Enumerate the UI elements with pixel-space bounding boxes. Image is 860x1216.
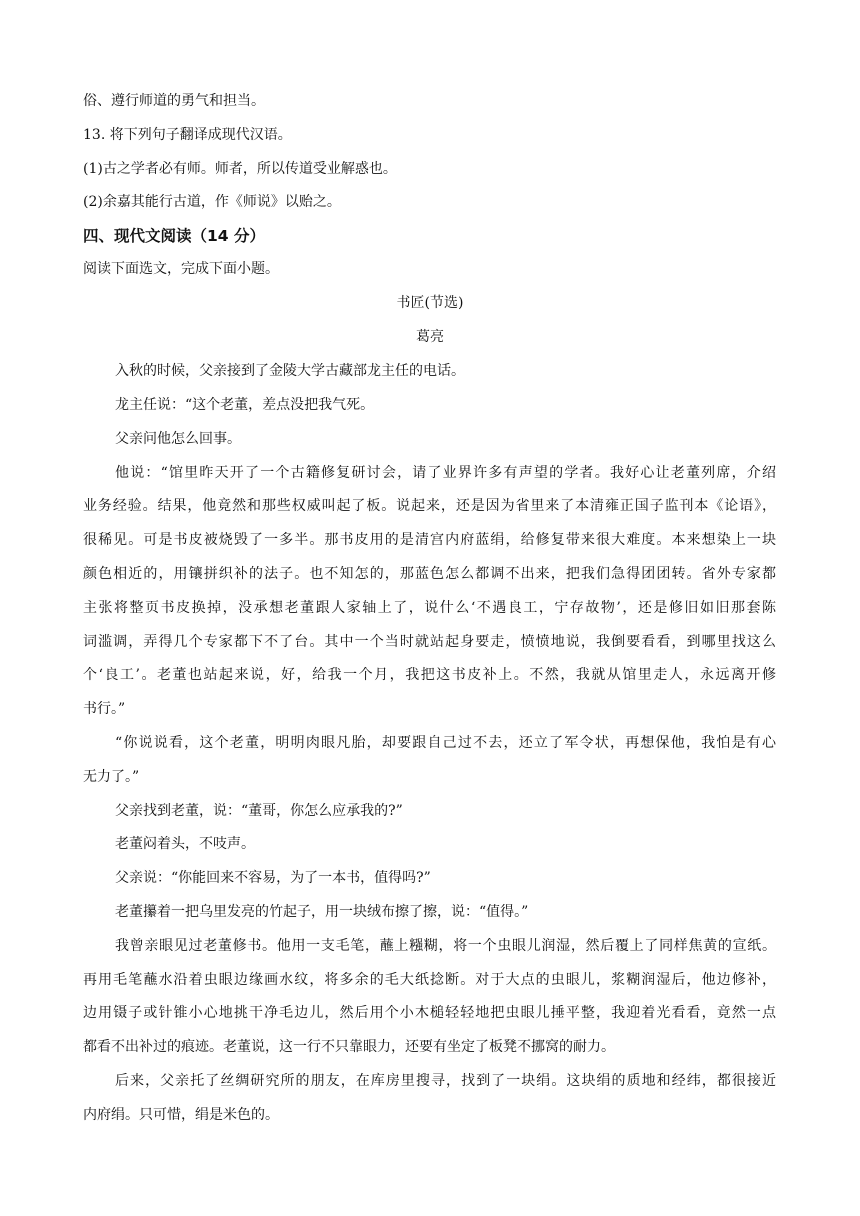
paragraph-4-line: 业务经验。结果，他竟然和那些权威叫起了板。说起来，还是因为省里来了本清雍正国子监刊本《论语》， [83,498,776,514]
passage-title: 书匠(节选) [396,295,464,311]
paragraph-10-line: 边用镊子或针锥小心地挑干净毛边儿，然后用个小木槌轻轻地把虫眼儿捶平整，我迎着光看看，竟然一点 [83,1005,776,1021]
paragraph-3: 父亲问他怎么回事。 [115,431,241,447]
paragraph-4-line: 他说：“馆里昨天开了一个古籍修复研讨会，请了业界许多有声望的学者。我好心让老董列席，介绍 [115,465,776,481]
translation-sentence-1: (1)古之学者必有师。师者，所以传道受业解惑也。 [83,161,397,177]
question-13: 13. 将下列句子翻译成现代汉语。 [83,127,292,143]
paragraph-2: 龙主任说：“这个老董，差点没把我气死。 [115,397,375,413]
intro-line: 俗、遵行师道的勇气和担当。 [83,93,265,109]
paragraph-5-line: 无力了。” [83,769,140,785]
section-instruction: 阅读下面选文，完成下面小题。 [83,261,279,277]
paragraph-4-line: 书行。” [83,701,126,717]
paragraph-4-line: 词滥调，弄得几个专家都下不了台。其中一个当时就站起身要走，愤愤地说，我倒要看看，到哪里找这么 [83,634,776,650]
paragraph-4-line: 主张将整页书皮换掉，没承想老董跟人家轴上了，说什么‘不遇良工，宁存故物’，还是修旧如旧那套陈 [83,600,776,616]
paragraph-5-line: “你说说看，这个老董，明明肉眼凡胎，却要跟自己过不去，还立了军令状，再想保他，我怕是有心 [115,735,776,751]
translation-sentence-2: (2)余嘉其能行古道，作《师说》以贻之。 [83,194,341,210]
paragraph-10-line: 我曾亲眼见过老董修书。他用一支毛笔，蘸上糨糊，将一个虫眼儿润湿，然后覆上了同样焦黄的宣纸。 [115,938,776,954]
paragraph-9: 老董攥着一把乌里发亮的竹起子，用一块绒布擦了擦，说：“值得。” [115,904,529,920]
paragraph-10-line: 都看不出补过的痕迹。老董说，这一行不只靠眼力，还要有坐定了板凳不挪窝的耐力。 [83,1039,615,1055]
paragraph-4-line: 个‘良工’。老董也站起来说，好，给我一个月，我把这书皮补上。不然，我就从馆里走人，永远离开修 [83,667,776,683]
passage-author: 葛亮 [416,329,444,345]
paragraph-11-line: 后来，父亲托了丝绸研究所的朋友，在库房里搜寻，找到了一块绢。这块绢的质地和经纬，都很接近 [115,1073,776,1089]
paragraph-1: 入秋的时候，父亲接到了金陵大学古藏部龙主任的电话。 [115,363,465,379]
paragraph-8: 父亲说：“你能回来不容易，为了一本书，值得吗?” [115,870,431,886]
paragraph-11-line: 内府绢。只可惜，绢是米色的。 [83,1107,279,1123]
paragraph-6: 父亲找到老董，说：“董哥，你怎么应承我的?” [115,803,403,819]
section-heading: 四、现代文阅读（14 分） [83,227,265,245]
paragraph-4-line: 很稀见。可是书皮被烧毁了一多半。那书皮用的是清宫内府蓝绢，给修复带来很大难度。本来想染上一块 [83,532,776,548]
paragraph-10-line: 再用毛笔蘸水沿着虫眼边缘画水纹，将多余的毛大纸捻断。对于大点的虫眼儿，浆糊润湿后，他边修补， [83,972,776,988]
paragraph-4-line: 颜色相近的，用镶拼织补的法子。也不知怎的，那蓝色怎么都调不出来，把我们急得团团转。省外专家都 [83,566,776,582]
paragraph-7: 老董闷着头，不吱声。 [115,836,255,852]
